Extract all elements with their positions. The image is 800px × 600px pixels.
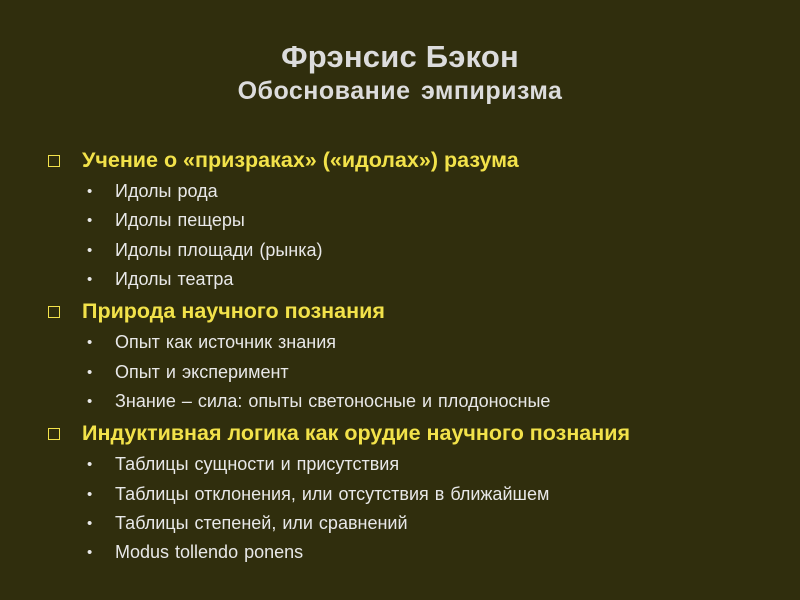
square-bullet-icon	[48, 306, 60, 318]
list-item-label: Идолы театра	[115, 269, 234, 290]
list-item-label: Опыт как источник знания	[115, 332, 336, 353]
bullet-list	[48, 450, 788, 567]
list-item	[48, 509, 788, 538]
bullet-dot-icon: •	[87, 334, 93, 352]
list-item-label: Modus tollendo ponens	[115, 542, 304, 563]
list-item-label: Идолы площади (рынка)	[115, 239, 323, 260]
list-item	[48, 387, 788, 416]
slide-subtitle: Обоснование эмпиризма	[237, 77, 563, 105]
bullet-list	[48, 328, 788, 416]
bullet-dot-icon: •	[87, 392, 93, 410]
list-item-label: Таблицы отклонения, или отсутствия в ближайшем	[115, 483, 550, 504]
list-item	[48, 206, 788, 235]
section-heading	[48, 294, 788, 328]
bullet-dot-icon: •	[87, 485, 93, 503]
list-item-label: Опыт и эксперимент	[115, 361, 289, 382]
list-item	[48, 450, 788, 479]
list-item	[48, 177, 788, 206]
list-item	[48, 479, 788, 508]
section-heading	[48, 416, 788, 450]
section-inductive-logic	[48, 416, 788, 567]
section-idols	[48, 143, 788, 294]
list-item	[48, 236, 788, 265]
bullet-dot-icon: •	[87, 544, 93, 562]
section-scientific-knowledge	[48, 294, 788, 416]
list-item	[48, 357, 788, 386]
slide-content	[48, 143, 788, 567]
list-item-label: Знание – сила: опыты светоносные и плодоносные	[115, 390, 551, 411]
square-bullet-icon	[48, 428, 60, 440]
slide-title: Фрэнсис Бэкон	[281, 39, 519, 74]
bullet-dot-icon: •	[87, 514, 93, 532]
section-label: Учение о «призраках» («идолах») разума	[82, 147, 519, 172]
bullet-dot-icon: •	[87, 212, 93, 230]
list-item-label: Идолы пещеры	[115, 210, 245, 231]
list-item-label: Идолы рода	[115, 181, 218, 202]
list-item	[48, 265, 788, 294]
bullet-dot-icon: •	[87, 456, 93, 474]
square-bullet-icon	[48, 155, 60, 167]
section-heading	[48, 143, 788, 177]
bullet-dot-icon: •	[87, 241, 93, 259]
section-label: Природа научного познания	[82, 298, 385, 323]
bullet-list	[48, 177, 788, 294]
list-item	[48, 538, 788, 567]
list-item-label: Таблицы сущности и присутствия	[115, 454, 400, 475]
title-block	[0, 38, 800, 106]
bullet-dot-icon: •	[87, 183, 93, 201]
list-item	[48, 328, 788, 357]
section-label: Индуктивная логика как орудие научного познания	[82, 420, 631, 445]
bullet-dot-icon: •	[87, 363, 93, 381]
bullet-dot-icon: •	[87, 271, 93, 289]
list-item-label: Таблицы степеней, или сравнений	[115, 512, 408, 533]
